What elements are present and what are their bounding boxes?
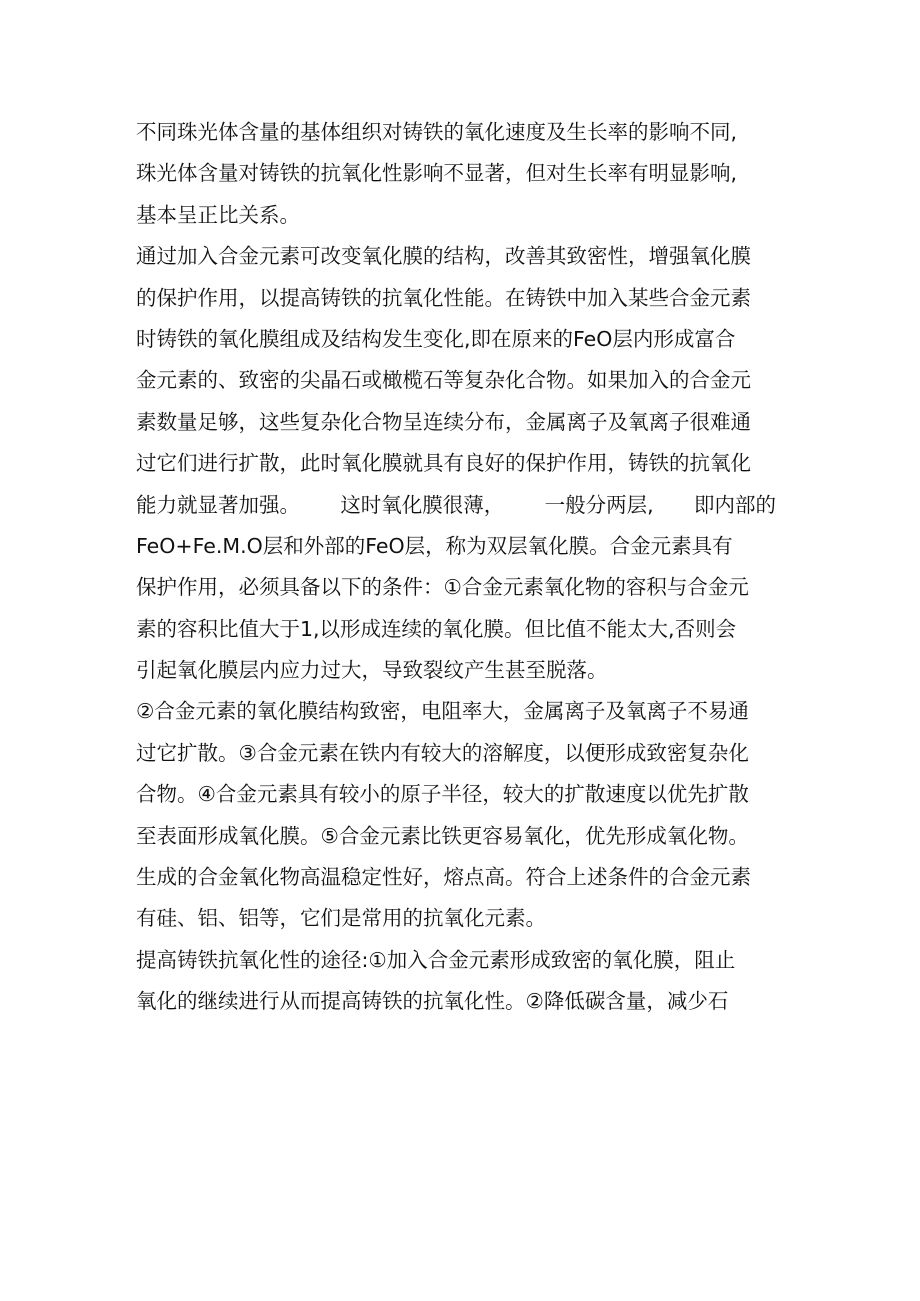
text-line: 的保护作用，以提高铸铁的抗氧化性能。在铸铁中加入某些合金元素: [136, 285, 751, 310]
text-line: FeO+Fe.M.O层和外部的FeO层，称为双层氧化膜。合金元素具有: [136, 533, 733, 558]
text-line: 过它扩散。③合金元素在铁内有较大的溶解度，以便形成致密复杂化: [136, 740, 749, 765]
text-line: 素的容积比值大于1,以形成连续的氧化膜。但比值不能太大,否则会: [136, 616, 737, 641]
text-line: 不同珠光体含量的基体组织对铸铁的氧化速度及生长率的影响不同,: [136, 120, 738, 144]
text-line: 珠光体含量对铸铁的抗氧化性影响不显著，但对生长率有明显影响,: [136, 161, 738, 186]
text-segment: 能力就显著加强。: [136, 492, 300, 517]
text-line: 合物。④合金元素具有较小的原子半径，较大的扩散速度以优先扩散: [136, 782, 749, 807]
text-line: 时铸铁的氧化膜组成及结构发生变化,即在原来的FeO层内形成富合: [136, 326, 736, 351]
text-line: ②合金元素的氧化膜结构致密，电阻率大，金属离子及氧离子不易通: [136, 699, 749, 724]
text-segment: 即内部的: [693, 492, 776, 517]
text-line: 至表面形成氧化膜。⑤合金元素比铁更容易氧化，优先形成氧化物。: [136, 823, 749, 848]
text-line-justified: [136, 485, 776, 526]
text-line: 保护作用，必须具备以下的条件：①合金元素氧化物的容积与合金元: [136, 575, 749, 600]
text-segment: 这时氧化膜很薄，: [340, 492, 505, 517]
text-line: 素数量足够，这些复杂化合物呈连续分布，金属离子及氧离子很难通: [136, 409, 751, 434]
text-line: 金元素的、致密的尖晶石或橄榄石等复杂化合物。如果加入的合金元: [136, 368, 751, 393]
text-line: 过它们进行扩散，此时氧化膜就具有良好的保护作用，铸铁的抗氧化: [136, 451, 751, 476]
text-line: 基本呈正比关系。: [136, 202, 300, 227]
text-line: 氧化的继续进行从而提高铸铁的抗氧化性。②降低碳含量，减少石: [136, 989, 729, 1014]
text-line: 引起氧化膜层内应力过大，导致裂纹产生甚至脱落。: [136, 658, 608, 683]
document-body: [136, 112, 800, 1023]
text-line: 有硅、铝、铝等，它们是常用的抗氧化元素。: [136, 906, 546, 931]
text-line: 通过加入合金元素可改变氧化膜的结构，改善其致密性，增强氧化膜: [136, 244, 751, 269]
text-segment: 一般分两层,: [544, 492, 654, 517]
text-line: 提高铸铁抗氧化性的途径:①加入合金元素形成致密的氧化膜，阻止: [136, 947, 736, 972]
text-line: 生成的合金氧化物高温稳定性好，熔点高。符合上述条件的合金元素: [136, 865, 751, 890]
